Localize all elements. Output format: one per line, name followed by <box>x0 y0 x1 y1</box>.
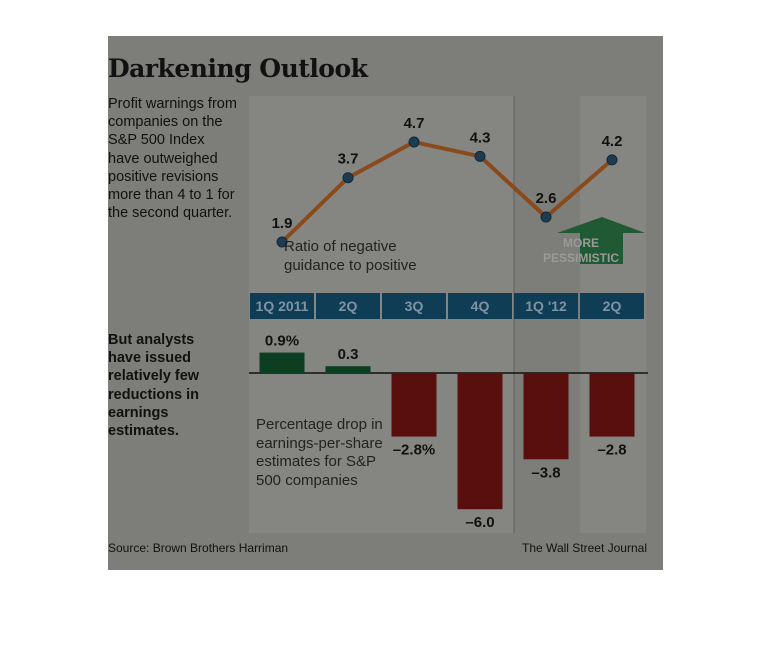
eps-bar <box>524 373 569 459</box>
category-label: 1Q '12 <box>525 298 567 314</box>
eps-bar <box>392 373 437 437</box>
arrow-label-more: MORE <box>563 236 599 250</box>
intro-blurb: Profit warnings from companies on the S&P 500 Index have outweighed positive revisions more than 4 to 1 for the second quarter. <box>108 96 237 222</box>
eps-bar <box>458 373 503 509</box>
ratio-point <box>607 155 617 165</box>
category-label: 1Q 2011 <box>255 298 309 314</box>
ratio-value-label: 2.6 <box>535 190 557 208</box>
ratio-value-label: 4.3 <box>469 129 491 147</box>
ratio-value-label: 4.2 <box>601 132 623 150</box>
ratio-point <box>475 151 485 161</box>
line-series-caption: Ratio of negative guidance to positive <box>284 238 417 274</box>
eps-value-label: 0.9% <box>264 332 300 350</box>
analysts-blurb: But analysts have issued relatively few reductions in earnings estimates. <box>108 332 200 440</box>
eps-value-label: –2.8% <box>392 441 436 459</box>
arrow-label-pessimistic: PESSIMISTIC <box>542 251 620 265</box>
ratio-point <box>343 173 353 183</box>
eps-bar <box>590 373 635 437</box>
category-label: 3Q <box>404 298 424 314</box>
category-label: 4Q <box>470 298 490 314</box>
credit-note: The Wall Street Journal <box>522 541 647 555</box>
chart-title: Darkening Outlook <box>108 54 368 83</box>
eps-value-label: –3.8 <box>531 464 561 482</box>
bar-series-caption: Percentage drop in earnings-per-share estimates for S&P 500 companies <box>256 416 383 489</box>
category-label: 2Q <box>602 298 622 314</box>
ratio-point <box>541 212 551 222</box>
category-label: 2Q <box>338 298 358 314</box>
eps-bar <box>326 366 371 373</box>
ratio-value-label: 3.7 <box>337 150 359 168</box>
ratio-value-label: 1.9 <box>271 215 293 232</box>
eps-value-label: 0.3 <box>337 346 359 364</box>
source-note: Source: Brown Brothers Harriman <box>108 541 289 555</box>
ratio-value-label: 4.7 <box>403 115 425 133</box>
eps-bar <box>260 353 305 373</box>
eps-value-label: –2.8 <box>597 441 627 459</box>
eps-value-label: –6.0 <box>465 514 495 532</box>
chart-card <box>108 36 663 570</box>
ratio-point <box>409 137 419 147</box>
